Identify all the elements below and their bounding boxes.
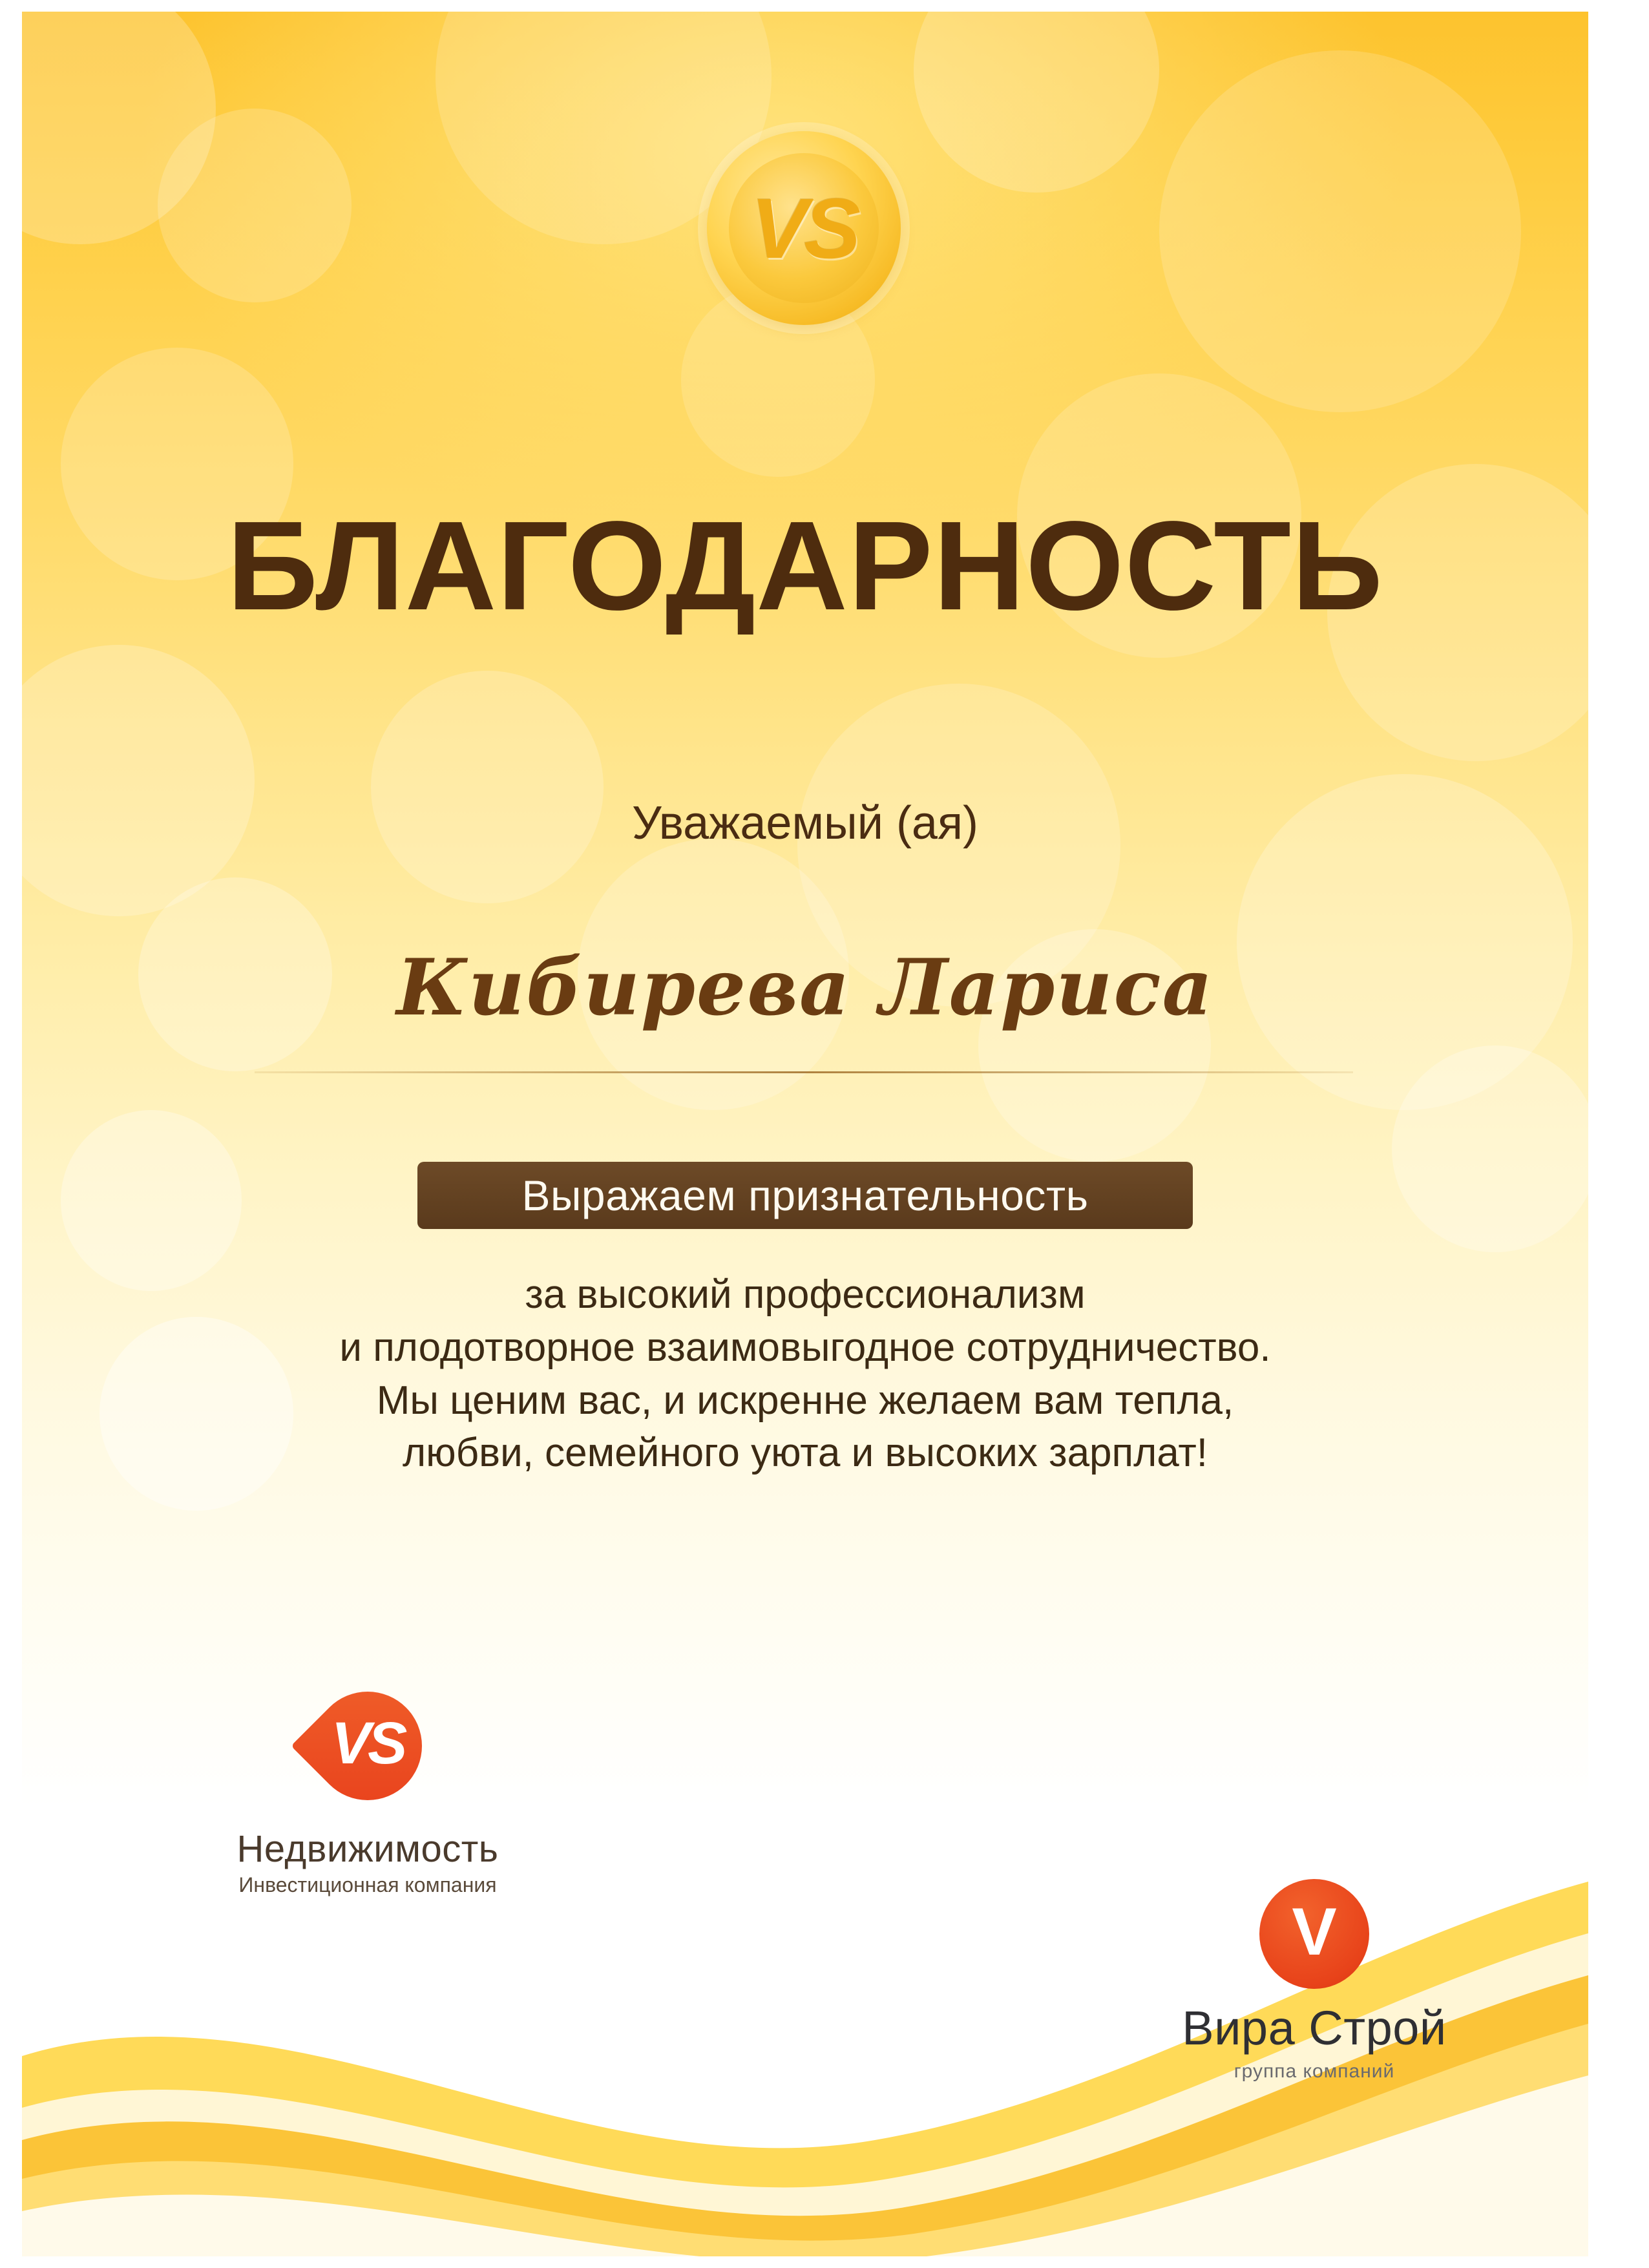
salutation-text: Уважаемый (ая) bbox=[632, 797, 978, 849]
body-paragraph bbox=[191, 1268, 1419, 1480]
vira-company-logo bbox=[1146, 1879, 1482, 2083]
vs-medal-emblem bbox=[707, 131, 901, 325]
bokeh-circle bbox=[1159, 50, 1521, 412]
bokeh-circle bbox=[61, 1110, 242, 1291]
vira-company-subtitle: группа компаний bbox=[1234, 2061, 1395, 2082]
recipient-underline bbox=[255, 1071, 1353, 1073]
vira-monogram: V bbox=[1292, 1895, 1337, 1969]
medal-inner-disc bbox=[729, 153, 879, 303]
bokeh-circle bbox=[158, 109, 352, 302]
vs-company-logo bbox=[216, 1692, 520, 1897]
vs-company-name: Недвижимость bbox=[236, 1828, 499, 1870]
body-line: за высокий профессионализм bbox=[525, 1272, 1086, 1317]
body-line: и плодотворное взаимовыгодное сотрудничество. bbox=[339, 1325, 1271, 1370]
vira-company-name: Вира Строй bbox=[1182, 2001, 1447, 2055]
medal-monogram: VS bbox=[750, 180, 857, 276]
vs-monogram: VS bbox=[331, 1710, 404, 1776]
banner-ribbon bbox=[417, 1162, 1193, 1229]
bokeh-circle bbox=[371, 671, 604, 903]
vs-company-subtitle: Инвестиционная компания bbox=[238, 1873, 497, 1896]
vira-circle-icon bbox=[1259, 1879, 1369, 1989]
recipient-name: Кибирева Лариса bbox=[396, 942, 1214, 1033]
location-pin-icon bbox=[313, 1692, 422, 1818]
bokeh-circle bbox=[22, 12, 216, 244]
body-line: Мы ценим вас, и искренне желаем вам тепла, bbox=[376, 1378, 1234, 1423]
banner-label: Выражаем признательность bbox=[521, 1171, 1089, 1219]
bokeh-circle bbox=[22, 645, 255, 916]
page-title: БЛАГОДАРНОСТЬ bbox=[227, 495, 1383, 636]
body-line: любви, семейного уюта и высоких зарплат! bbox=[402, 1431, 1208, 1476]
bokeh-circle bbox=[1392, 1045, 1588, 1252]
certificate-sheet bbox=[22, 12, 1588, 2256]
bokeh-circle bbox=[914, 12, 1159, 193]
